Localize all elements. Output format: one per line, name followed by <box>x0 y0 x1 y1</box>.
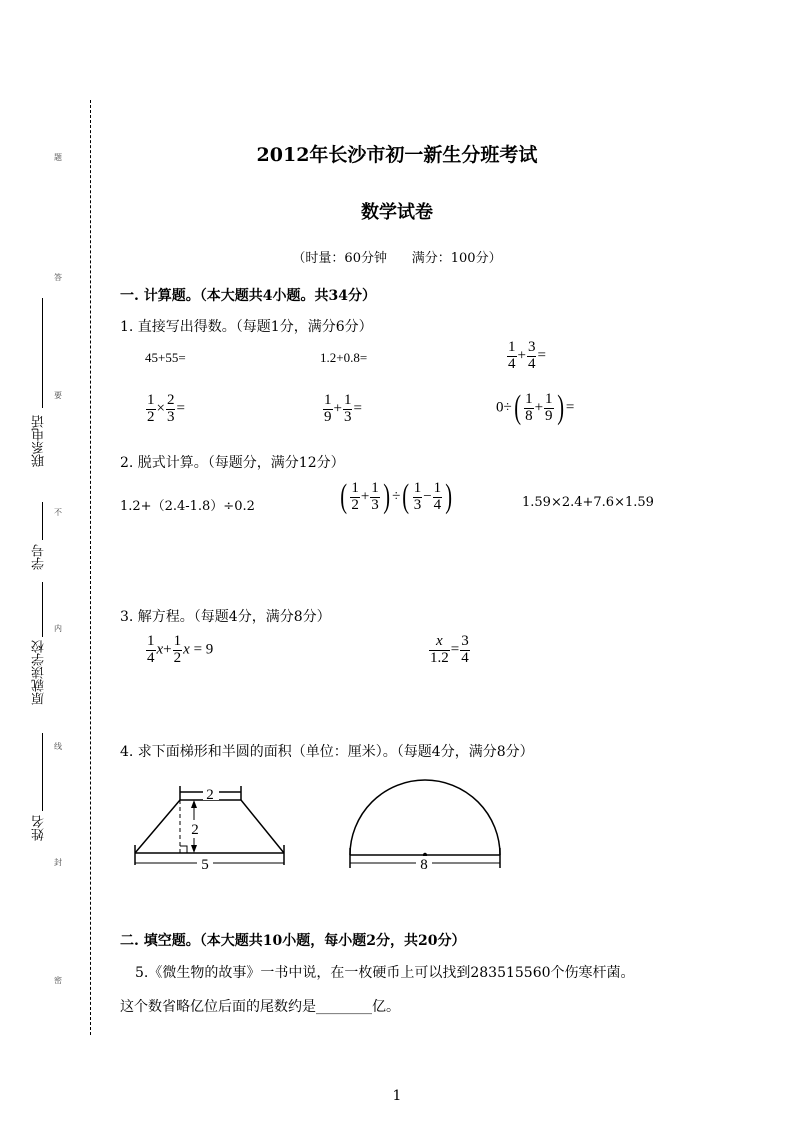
q2-expr-b: ( $\frac{1}{2}$ + $\frac{1}{3}$ ) ÷( $\frac{1}{3}$ − $\frac{1}{4}$ ) <box>340 478 453 515</box>
q1-item-5: $\frac{1}{9}$ + $\frac{1}{3}$ = <box>324 392 362 425</box>
name-label: 姓名 <box>32 815 47 841</box>
trapezoid-figure <box>125 780 295 875</box>
seal-char: 内 <box>54 624 62 633</box>
q1-item-3: $\frac{1}{4}$ + $\frac{3}{4}$ = <box>508 339 546 372</box>
exam-meta: （时量：60分钟 满分：100分） <box>292 251 502 266</box>
q5-line-1: 5.《微生物的故事》一书中说，在一枚硬币上可以找到283515560个伤寒杆菌。 <box>135 965 635 981</box>
q3-stem: 3. 解方程。（每题4分，满分8分） <box>120 609 331 625</box>
semicircle-figure <box>340 770 510 875</box>
seal-char: 线 <box>54 742 62 751</box>
contact-phone-line <box>42 298 43 408</box>
q1-item-6: 0÷( $\frac{1}{8}$ + $\frac{1}{9}$ ) = <box>496 389 575 426</box>
contact-phone-label: 联系电话 <box>32 415 47 467</box>
page-number: 1 <box>392 1088 402 1104</box>
former-school-label: 原就读学校 <box>32 640 47 705</box>
seal-char: 题 <box>54 153 62 162</box>
q1-item-1: 45+55= <box>145 350 186 365</box>
seal-char: 答 <box>54 273 62 282</box>
semicircle-diameter-label: 8 <box>420 857 428 873</box>
trapezoid-height-label: 2 <box>191 822 199 838</box>
q4-stem: 4. 求下面梯形和半圆的面积（单位：厘米）。（每题4分，满分8分） <box>120 744 534 760</box>
q1-stem: 1. 直接写出得数。（每题1分，满分6分） <box>120 319 373 335</box>
seal-char: 要 <box>54 391 62 400</box>
q3-equation-2: $\frac{x}{1.2}$ = $\frac{3}{4}$ <box>430 633 469 666</box>
student-id-line <box>42 502 43 540</box>
seal-char: 密 <box>54 976 62 985</box>
q1-item-4: $\frac{1}{2}$ × $\frac{2}{3}$ = <box>147 392 185 425</box>
q3-equation-1: $\frac{1}{4}$ x+ $\frac{1}{2}$ x = 9 <box>147 633 214 666</box>
trapezoid-top-label: 2 <box>206 787 214 803</box>
section-2-heading: 二. 填空题。（本大题共10小题，每小题2分，共20分） <box>120 933 466 949</box>
exam-subtitle: 数学试卷 <box>361 202 433 223</box>
seal-char: 封 <box>54 858 62 867</box>
q1-item-2: 1.2+0.8= <box>320 350 368 365</box>
q2-stem: 2. 脱式计算。（每题分，满分12分） <box>120 455 345 471</box>
section-1-heading: 一. 计算题。（本大题共4小题。共34分） <box>120 288 376 304</box>
binding-dashed-line <box>90 100 91 1035</box>
name-line <box>42 733 43 811</box>
trapezoid-bottom-label: 5 <box>201 857 209 873</box>
exam-title: 2012年长沙市初一新生分班考试 <box>256 144 538 166</box>
student-id-label: 学号 <box>32 544 47 570</box>
q2-expr-a: 1.2+（2.4-1.8）÷0.2 <box>120 499 255 514</box>
seal-char: 不 <box>54 508 62 517</box>
former-school-line <box>42 582 43 637</box>
q2-expr-c: 1.59×2.4+7.6×1.59 <box>522 495 654 510</box>
q5-line-2: 这个数省略亿位后面的尾数约是________亿。 <box>120 999 400 1015</box>
